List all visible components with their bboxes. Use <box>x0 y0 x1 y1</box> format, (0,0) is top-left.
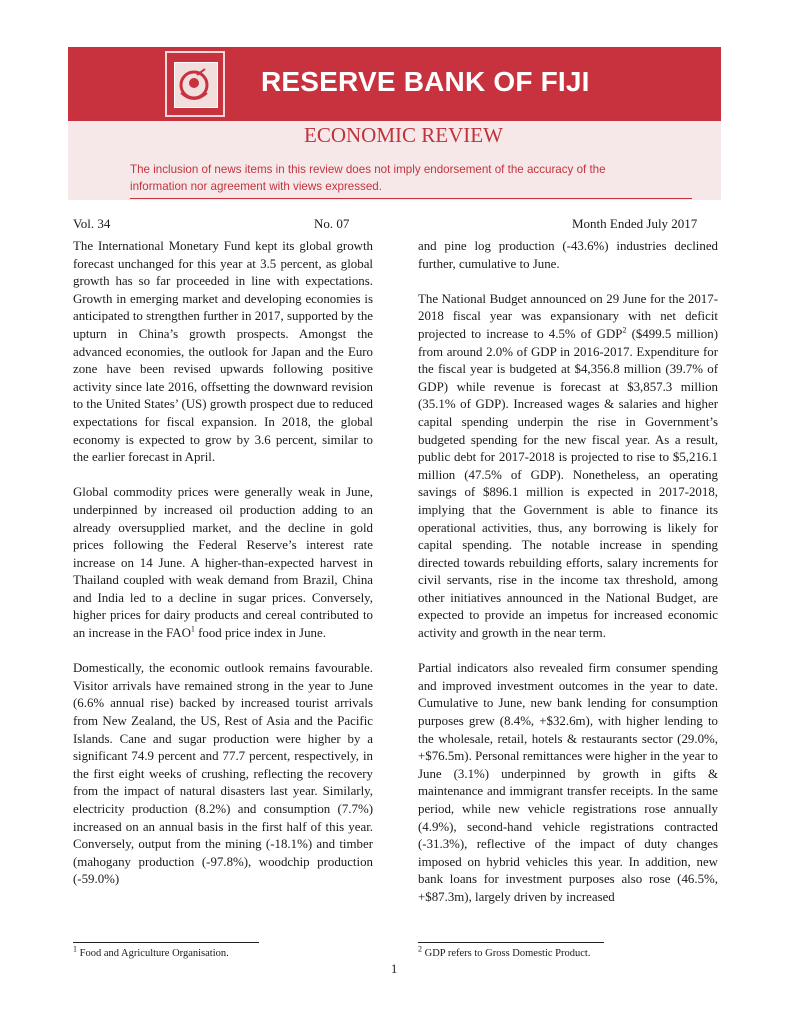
reserve-bank-logo <box>165 51 225 117</box>
divider <box>130 198 692 199</box>
issue-number: No. 07 <box>314 216 350 231</box>
footnote-divider <box>73 942 259 943</box>
left-column <box>73 238 373 907</box>
masthead <box>68 47 721 200</box>
footnote-ref[interactable]: 1 <box>190 624 195 634</box>
disclaimer <box>130 161 710 195</box>
emblem-icon <box>167 53 223 115</box>
disclaimer-line: The inclusion of news items in this review does not imply endorsement of the accuracy of the <box>130 163 606 176</box>
paragraph: and pine log production (-43.6%) industries declined further, cumulative to June. <box>418 239 718 271</box>
paragraph: The National Budget announced on 29 June for the 2017-2018 fiscal year was expansionary with net deficit projected to increase to 4.5% of GDP$^2$ ($499.5 million) from around 2.0% of GDP in 2016-2017. Expenditure for the fiscal year is budgeted at $4,356.8 million (39.7% of GDP) while revenue is forecast at $3,857.3 million (35.1% of GDP). Increased wages & salaries and higher capital spending underpin the rise in Government’s budgeted spending for the new fiscal year. As a result, public debt for 2017-2018 is projected to rise to $5,216.1 million (47.5% of GDP). Nonetheless, an operating savings of $896.1 million is expected in 2017-2018, implying that the Government is able to finance its operational activities, thus, any borrowing is likely for capital spending. The notable increase in spending directed towards rebuilding efforts, salary increments for civil servants, rise in the income tax threshold, among other initiatives announced in the National Budget, are expected to provide an impetus for increased economic activity and growth in the near term. <box>418 291 718 641</box>
volume-label: Vol. 34 <box>73 216 111 231</box>
paragraph: Global commodity prices were generally weak in June, underpinned by increased oil production adding to an already oversupplied market, and the decline in gold prices following the Federal Reserve’s interest rate increase on 14 June. A higher-than-expected harvest in Thailand coupled with weak demand from Brazil, China and India led to a decline in sugar prices. Conversely, higher prices for dairy products and cereal contributed to an increase in the FAO$^1$ food price index in June. <box>73 485 373 641</box>
right-column <box>418 238 718 924</box>
period-label: Month Ended July 2017 <box>572 216 698 231</box>
paragraph: Domestically, the economic outlook remains favourable. Visitor arrivals have remained strong in the year to June (6.6% annual rise) backed by increased tourist arrivals from New Zealand, the US, Rest of Asia and the Pacific Islands. Cane and sugar production were higher by a significant 74.9 percent and 77.7 percent, respectively, in the first eight weeks of crushing, reflecting the recovery from the impact of natural disasters last year. Similarly, electricity production (8.2%) and consumption (7.7%) increased on an annual basis in the first half of this year. Conversely, output from the mining (-18.1%) and timber (mahogany production (-97.8%), woodchip production (-59.0%) <box>73 661 373 887</box>
paragraph: The International Monetary Fund kept its global growth forecast unchanged for this year at 3.5 percent, as global growth has so far proceeded in line with expectations. Growth in emerging market and developing economies is anticipated to strengthen further in 2017, supported by the upturn in China’s growth prospects. Amongst the advanced economies, the outlook for Japan and the Euro zone have been revised upwards following positive activity since late 2016, offsetting the downward revision to the United States’ (US) growth prospect due to reduced expectations for fiscal expansion. In 2018, the global economy is expected to grow by 3.6 percent, similar to the earlier forecast in April. <box>73 239 373 465</box>
page-number: 1 <box>391 962 398 976</box>
footnote-2: $^2$ GDP refers to Gross Domestic Product. <box>418 944 591 959</box>
footnote-1: $^1$ Food and Agriculture Organisation. <box>73 944 229 959</box>
bank-name: RESERVE BANK OF FIJI <box>261 66 590 97</box>
paragraph: Partial indicators also revealed firm consumer spending and improved investment outcomes in the year to date. Cumulative to June, new bank lending for consumption purposes grew (8.4%, +$32.6m), with higher lending to the wholesale, retail, hotels & restaurants sector (29.0%, +$76.5m). Personal remittances were higher in the year to June (3.1%) underpinned by growth in gifts & maintenance and immigrant transfer receipts. In the same period, while new vehicle registrations rose annually (4.9%), second-hand vehicle registrations contracted (-31.3%), reflective of the impact of duty changes imposed on hybrid vehicles this year. In addition, new bank loans for investment purposes also rose (46.5%, +$87.3m), largely driven by increased <box>418 661 718 904</box>
footnote-divider <box>418 942 604 943</box>
footnote-ref[interactable]: 2 <box>622 325 627 335</box>
review-title: ECONOMIC REVIEW <box>304 123 503 147</box>
disclaimer-line: information nor agreement with views expressed. <box>130 180 382 193</box>
banner <box>68 47 721 121</box>
